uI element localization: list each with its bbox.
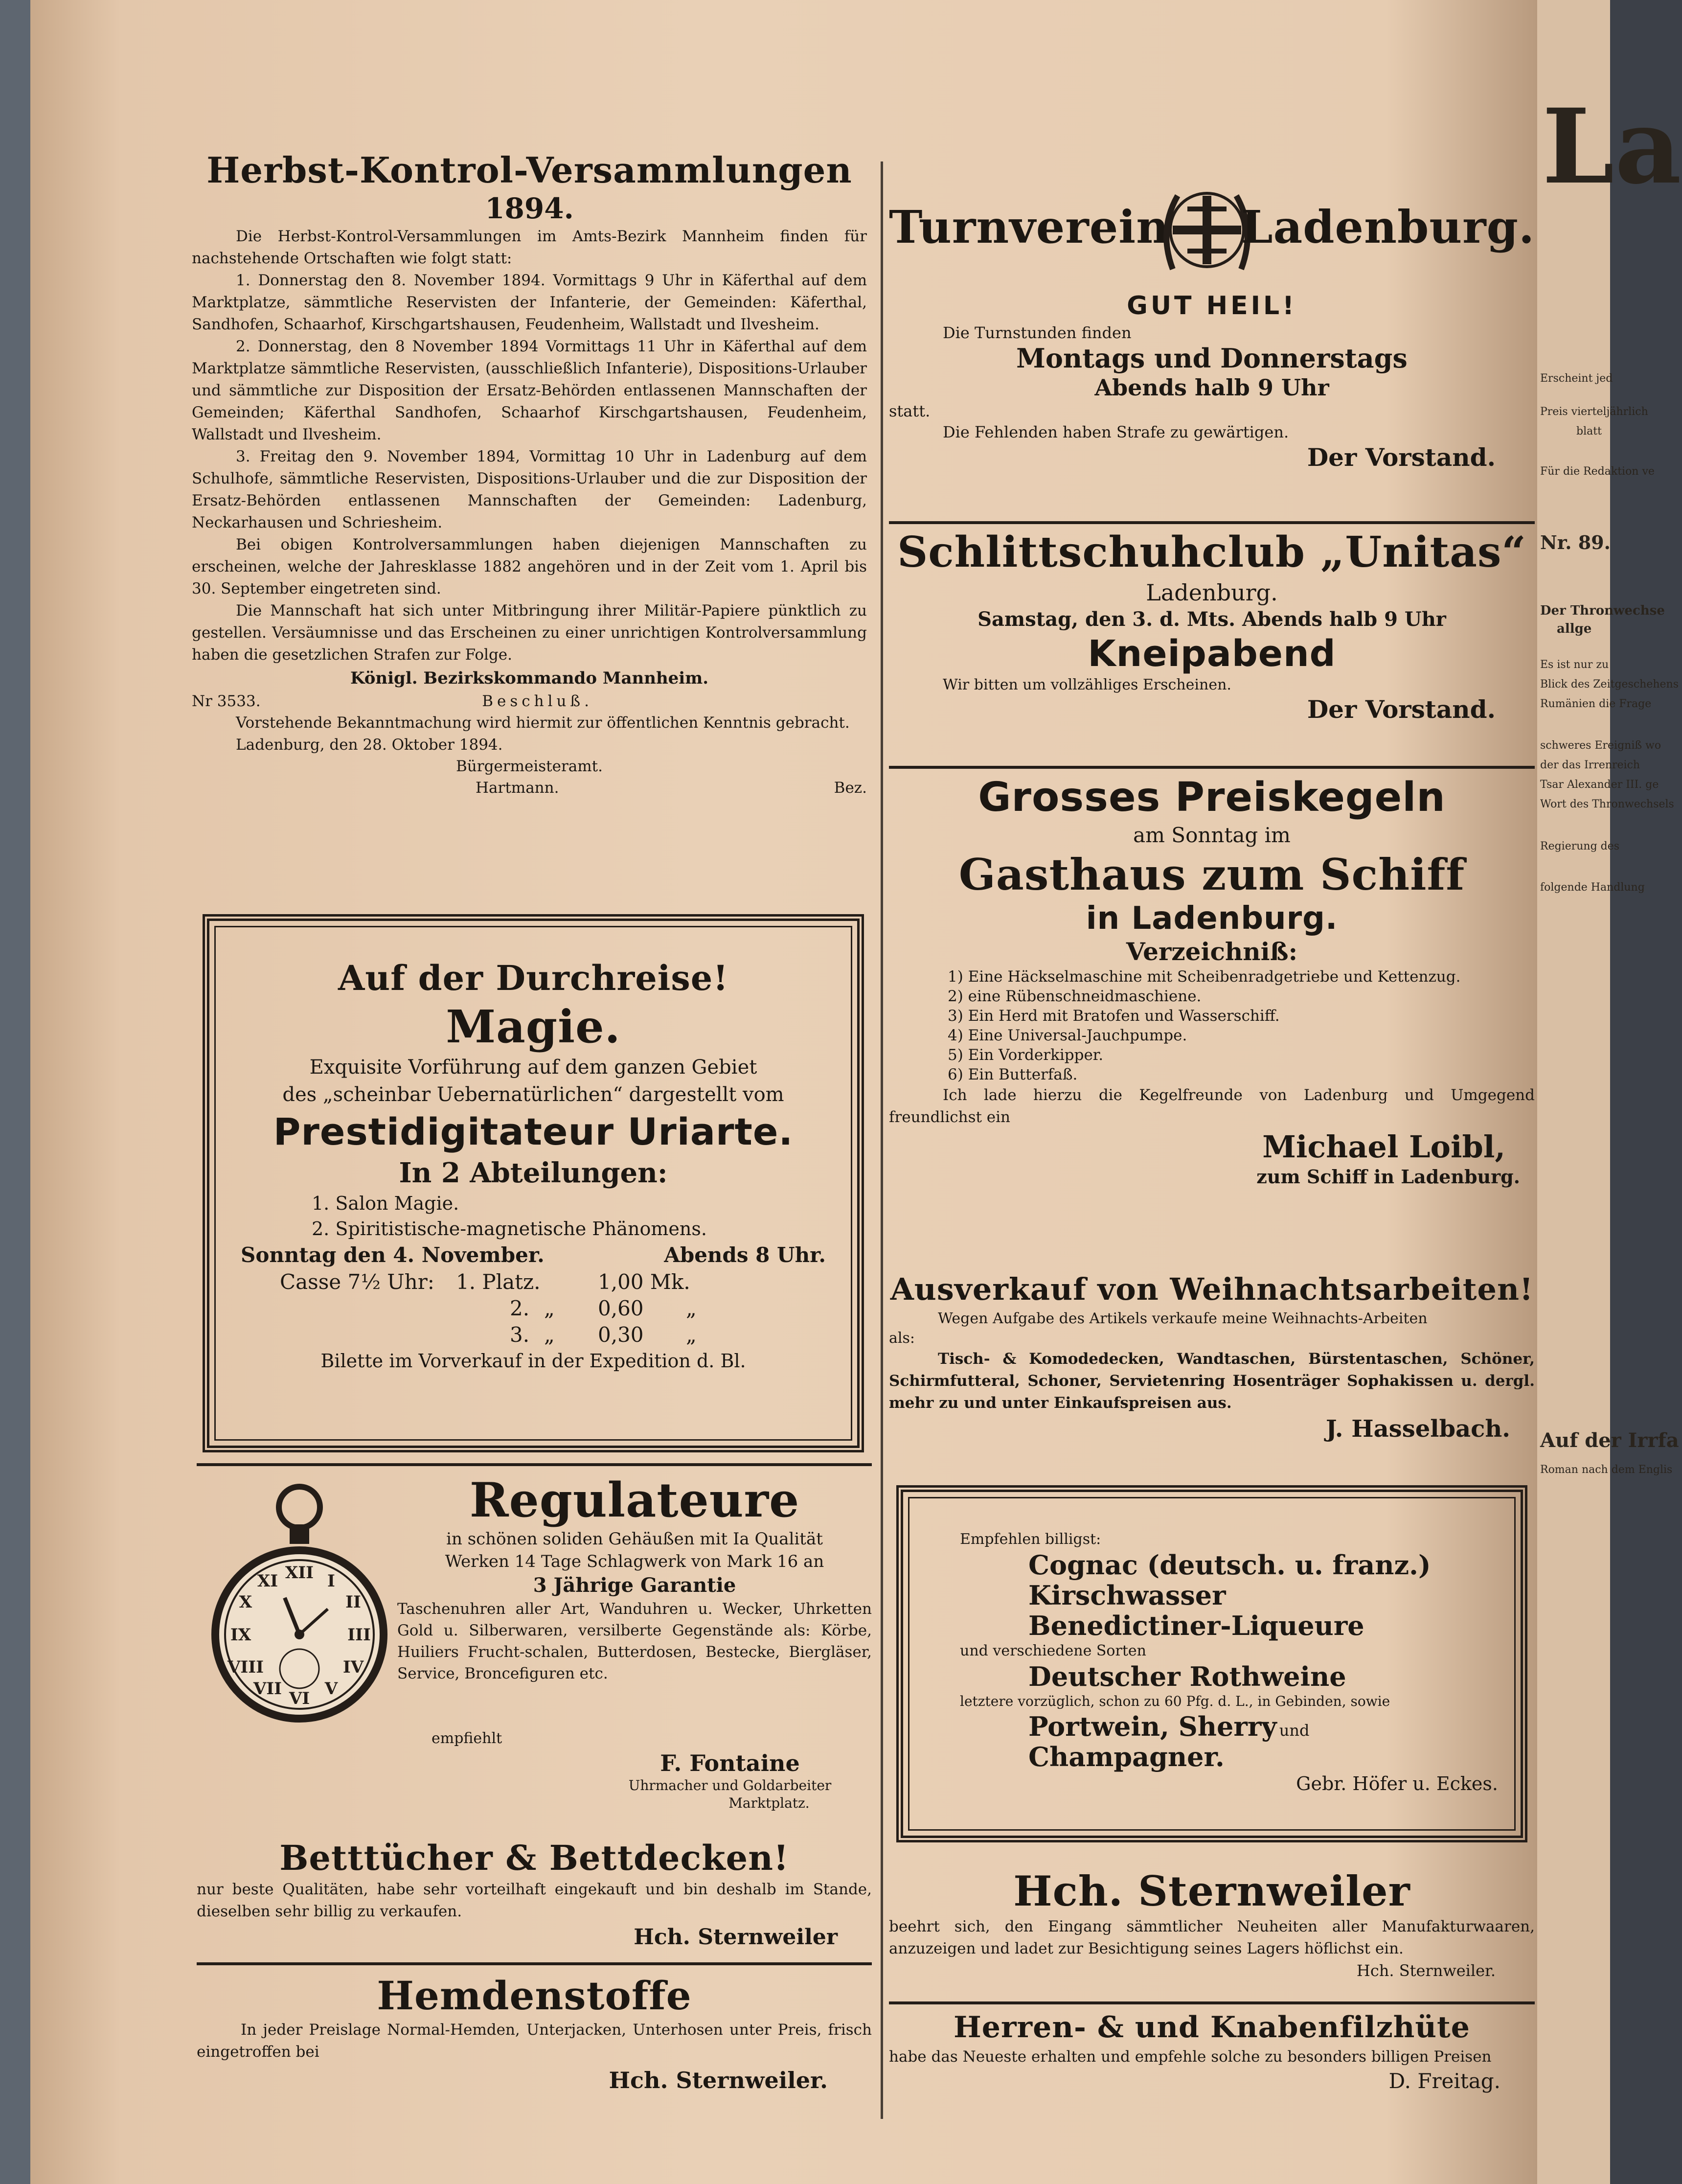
- filzhuete-title: Herren- & und Knabenfilzhüte: [954, 2010, 1470, 2045]
- regulateure-empfiehlt: empfiehlt: [432, 1730, 502, 1747]
- kontrol-p1: 1. Donnerstag den 8. November 1894. Vormittags 9 Uhr in Käferthal auf dem Marktplatze, sämmtliche Reservisten der Infanterie, der Gemeinden: Käferthal, Sandhofen, Schaarhof, Kirschgartshausen, Feudenheim, Wallstadt und Ilvesheim.: [192, 272, 867, 333]
- bett-signature: Hch. Sternweiler: [634, 1925, 838, 1950]
- kontrol-office: Bürgermeisteramt.: [456, 758, 603, 775]
- svg-text:VI: VI: [289, 1689, 310, 1708]
- next-page-line: Wort des Thronwechsels: [1540, 798, 1674, 810]
- magie-performer: Prestidigitateur Uriarte.: [273, 1110, 794, 1153]
- magie-time: Abends 8 Uhr.: [664, 1243, 826, 1267]
- regulateure-l4: Taschenuhren aller Art, Wanduhren u. Wecker, Uhrketten Gold u. Silberwaren, versilberte Gegenstände als: Körbe, Huiliers Frucht-schalen, Butterdosen, Bestecke, Biergläser, Service, Broncefiguren etc.: [397, 1600, 872, 1682]
- sternweiler-body: beehrt sich, den Eingang sämmtlicher Neuheiten aller Manufakturwaaren, anzuzeigen und ladet zur Besichtigung seines Lagers höflichst ein.: [889, 1918, 1535, 1957]
- schlitt-date: Samstag, den 3. d. Mts. Abends halb 9 Uhr: [977, 608, 1446, 631]
- magie-price1: 1,00 Mk.: [598, 1270, 690, 1294]
- wein-l8: Portwein, Sherry: [1028, 1711, 1277, 1742]
- kontrol-official-name: Hartmann.: [476, 779, 559, 797]
- magie-price3: 0,30: [598, 1323, 644, 1347]
- svg-text:XI: XI: [257, 1571, 278, 1591]
- binding-edge: [0, 0, 30, 2184]
- schlitt-line: Wir bitten um vollzähliges Erscheinen.: [943, 676, 1231, 693]
- hemd-signature: Hch. Sternweiler.: [609, 2067, 828, 2093]
- turnverein-l1: Die Turnstunden finden: [943, 323, 1132, 342]
- bett-title: Betttücher & Bettdecken!: [279, 1838, 789, 1878]
- kontrol-p3: 3. Freitag den 9. November 1894, Vormittag 10 Uhr in Ladenburg auf dem Schulhofe, sämmtliche Reservisten, Dispositions-Urlauber und die zur Disposition der Ersatz-Behörden entlassenen Mannschaften der Gemeinden: Ladenburg, Neckarhausen und Schriesheim.: [192, 448, 867, 531]
- turnverein-l4: statt.: [889, 402, 931, 420]
- next-page-line: Erscheint jed: [1540, 372, 1613, 385]
- next-page-line: allge: [1557, 621, 1592, 636]
- svg-text:X: X: [239, 1592, 252, 1612]
- magie-footer: Bilette im Vorverkauf in der Expedition d. Bl.: [320, 1350, 746, 1372]
- svg-text:VIII: VIII: [227, 1657, 264, 1677]
- svg-text:III: III: [347, 1625, 371, 1645]
- next-page-line: Preis vierteljährlich: [1540, 406, 1648, 418]
- divider: [889, 521, 1535, 524]
- filzhuete-signature: D. Freitag.: [1388, 2069, 1500, 2093]
- kegeln-ad: [889, 773, 1535, 1188]
- next-page-line: blatt: [1576, 425, 1602, 437]
- next-page-edge: [1537, 0, 1682, 2184]
- next-page-line: folgende Handlung: [1540, 881, 1645, 894]
- next-masthead: La: [1542, 86, 1682, 207]
- kegeln-venue: Gasthaus zum Schiff: [958, 849, 1465, 900]
- kontrol-nr: Nr 3533.: [192, 692, 261, 710]
- kegeln-title: Grosses Preiskegeln: [978, 774, 1446, 821]
- wein-ad: [916, 1529, 1508, 1795]
- wein-l1: Empfehlen billigst:: [960, 1531, 1101, 1548]
- column-rule: [881, 161, 883, 2119]
- magie-part1: 1. Salon Magie.: [312, 1193, 459, 1214]
- ausverkauf-l3: Tisch- & Komodedecken, Wandtaschen, Bürstentaschen, Schöner, Schirmfutteral, Schoner, Servietenring Hosenträger Sophakissen u. dergl. mehr zu und unter Einkaufspreisen aus.: [889, 1350, 1535, 1412]
- magie-headline: Auf der Durchreise!: [338, 958, 729, 998]
- bett-ad: [197, 1838, 872, 1952]
- kontrol-p6: Vorstehende Bekanntmachung wird hiermit zur öffentlichen Kenntnis gebracht.: [236, 714, 850, 732]
- regulateure-ad: [197, 1473, 872, 1845]
- svg-text:XII: XII: [285, 1563, 314, 1583]
- kontrol-place-date: Ladenburg, den 28. Oktober 1894.: [236, 736, 503, 754]
- next-page-line: Roman nach dem Englis: [1540, 1464, 1673, 1476]
- next-page-line: Tsar Alexander III. ge: [1540, 779, 1659, 791]
- magie-price3-ditto: „: [544, 1323, 555, 1347]
- ausverkauf-l1: Wegen Aufgabe des Artikels verkaufe meine Weihnachts-Arbeiten: [938, 1310, 1428, 1327]
- sternweiler-signature: Hch. Sternweiler.: [1356, 1961, 1496, 1980]
- ausverkauf-title: Ausverkauf von Weihnachtsarbeiten!: [890, 1271, 1534, 1307]
- regulateure-l3: 3 Jährige Garantie: [533, 1574, 736, 1597]
- magie-date: Sonntag den 4. November.: [241, 1243, 545, 1267]
- kontrol-notice: [192, 149, 867, 799]
- divider: [889, 766, 1535, 769]
- wein-l5: und verschiedene Sorten: [960, 1642, 1146, 1659]
- kegeln-invite: Ich lade hierzu die Kegelfreunde von Ladenburg und Umgegend freundlichst ein: [889, 1086, 1535, 1126]
- divider: [197, 1962, 872, 1965]
- next-page-line: Es ist nur zu: [1540, 659, 1609, 671]
- kegeln-list-head: Verzeichniß:: [1126, 937, 1298, 966]
- magie-price1-label: 1. Platz.: [456, 1270, 541, 1294]
- next-page-line: Blick des Zeitgeschehens: [1540, 678, 1679, 690]
- kontrol-p5: Die Mannschaft hat sich unter Mitbringung ihrer Militär-Papiere pünktlich zu gestellen. Versäumnisse und das Erscheinen zu einer unrichtigen Kontrolversammlung haben die gesetzlichen Strafen zur Folge.: [192, 602, 867, 664]
- svg-text:II: II: [345, 1592, 361, 1612]
- wein-signature: Gebr. Höfer u. Eckes.: [1296, 1773, 1498, 1794]
- schlitt-event: Kneipabend: [1088, 633, 1336, 675]
- kegeln-signature-sub: zum Schiff in Ladenburg.: [1256, 1166, 1520, 1188]
- wein-l4: Benedictiner-Liqueure: [1028, 1610, 1364, 1641]
- schlitt-ad: [889, 526, 1535, 724]
- turnverein-l5: Die Fehlenden haben Strafe zu gewärtigen.: [943, 423, 1289, 441]
- filzhuete-ad: [889, 2009, 1535, 2094]
- magie-parts-head: In 2 Abteilungen:: [399, 1157, 668, 1189]
- kegeln-item: 4) Eine Universal-Jauchpumpe.: [948, 1027, 1187, 1044]
- wein-l7: letztere vorzüglich, schon zu 60 Pfg. d. L., in Gebinden, sowie: [960, 1693, 1390, 1709]
- magie-kasse: Casse 7½ Uhr:: [280, 1270, 434, 1294]
- ausverkauf-ad: [889, 1270, 1535, 1444]
- regulateure-trade: Uhrmacher und Goldarbeiter: [628, 1777, 832, 1793]
- next-page-line: Rumänien die Frage: [1540, 698, 1652, 710]
- kegeln-town: in Ladenburg.: [1086, 900, 1338, 937]
- magie-title: Magie.: [446, 1000, 621, 1053]
- turnverein-l3: Abends halb 9 Uhr: [1094, 374, 1329, 401]
- kegeln-signature: Michael Loibl,: [1262, 1129, 1505, 1165]
- sternweiler-ad: [889, 1867, 1535, 1981]
- turnverein-left: Turnverein: [889, 201, 1170, 253]
- magie-part2: 2. Spiritistische-magnetische Phänomens.: [312, 1218, 707, 1240]
- magie-price2-ditto: „: [544, 1296, 555, 1320]
- svg-text:I: I: [327, 1571, 335, 1591]
- divider: [197, 1463, 872, 1466]
- sternweiler-title: Hch. Sternweiler: [1013, 1867, 1410, 1915]
- schlitt-place: Ladenburg.: [1146, 579, 1278, 606]
- kegeln-item: 2) eine Rübenschneidmaschiene.: [948, 988, 1202, 1005]
- wein-l3: Kirschwasser: [1028, 1580, 1226, 1611]
- hemd-ad: [197, 1972, 872, 2097]
- schlitt-signature: Der Vorstand.: [1307, 695, 1496, 724]
- next-page-line: der das Irrenreich: [1540, 759, 1640, 771]
- magie-price3-ditto2: „: [686, 1323, 697, 1347]
- svg-text:VII: VII: [253, 1679, 282, 1699]
- ausverkauf-l2: als:: [889, 1330, 915, 1347]
- next-page-line: schweres Ereigniß wo: [1540, 739, 1661, 752]
- schlitt-title: Schlittschuhclub „Unitas“: [897, 528, 1526, 577]
- pocket-watch-icon: [211, 1478, 387, 1732]
- bett-body: nur beste Qualitäten, habe sehr vorteilhaft eingekauft und bin deshalb im Stande, dieselben sehr billig zu verkaufen.: [197, 1881, 872, 1920]
- kontrol-beschluss: Beschluß.: [482, 692, 593, 710]
- magie-price3-label: 3.: [510, 1323, 530, 1347]
- regulateure-title: Regulateure: [469, 1472, 800, 1528]
- kontrol-intro: Die Herbst-Kontrol-Versammlungen im Amts-Bezirk Mannheim finden für nachstehende Ortschaften wie folgt statt:: [192, 228, 867, 267]
- regulateure-l1: in schönen soliden Gehäußen mit Ia Qualität: [446, 1529, 823, 1549]
- magie-price2-label: 2.: [510, 1296, 530, 1320]
- magie-price2-ditto2: „: [686, 1296, 697, 1320]
- kegeln-item: 1) Eine Häckselmaschine mit Scheibenradgetriebe und Kettenzug.: [948, 968, 1461, 986]
- kontrol-year: 1894.: [485, 192, 574, 225]
- magie-line2: des „scheinbar Uebernatürlichen“ dargestellt vom: [282, 1083, 784, 1106]
- turnverein-l2: Montags und Donnerstags: [1016, 343, 1408, 374]
- hemd-title: Hemdenstoffe: [377, 1973, 692, 2019]
- regulateure-l2: Werken 14 Tage Schlagwerk von Mark 16 an: [445, 1552, 824, 1571]
- regulateure-name: F. Fontaine: [660, 1750, 800, 1776]
- kegeln-item: 5) Ein Vorderkipper.: [948, 1046, 1104, 1064]
- next-page-line: Der Thronwechse: [1540, 603, 1665, 618]
- svg-text:V: V: [324, 1679, 338, 1699]
- wein-l2: Cognac (deutsch. u. franz.): [1028, 1549, 1431, 1581]
- magie-price2: 0,60: [598, 1296, 644, 1320]
- regulateure-place: Marktplatz.: [728, 1795, 810, 1811]
- svg-text:IX: IX: [230, 1625, 251, 1645]
- kontrol-title: Herbst-Kontrol-Versammlungen: [206, 149, 852, 191]
- newspaper-page: [30, 0, 1537, 2184]
- turnverein-right: Ladenburg.: [1241, 201, 1535, 253]
- magie-ad: [226, 957, 841, 1374]
- next-page-line: Auf der Irrfa: [1540, 1429, 1679, 1452]
- kontrol-abbr: Bez.: [834, 779, 867, 797]
- kegeln-item: 6) Ein Butterfaß.: [948, 1066, 1078, 1083]
- kontrol-p2: 2. Donnerstag, den 8 November 1894 Vormittags 11 Uhr in Käferthal auf dem Marktplatze sämmtliche Reservisten, (ausschließlich Infanterie), Dispositions-Urlauber und sämmtliche zur Disposition der Ersatz-Behörden entlassenen Mannschaften der Gemeinden; Käferthal Sandhofen, Schaarhof Kirschgartshausen, Feudenheim, Wallstadt und Ilvesheim.: [192, 338, 867, 443]
- svg-text:IV: IV: [342, 1657, 364, 1677]
- turnverein-signature: Der Vorstand.: [1307, 443, 1496, 472]
- next-page-line: Nr. 89.: [1540, 531, 1611, 553]
- wein-l8b: und: [1279, 1721, 1310, 1740]
- wein-l6: Deutscher Rothweine: [1028, 1661, 1346, 1692]
- magie-line1: Exquisite Vorführung auf dem ganzen Gebiet: [309, 1056, 757, 1079]
- next-page-line: Für die Redaktion ve: [1540, 465, 1655, 478]
- kegeln-item: 3) Ein Herd mit Bratofen und Wasserschiff.: [948, 1007, 1280, 1025]
- turnverein-ad: [889, 171, 1535, 472]
- kontrol-signature: Königl. Bezirkskommando Mannheim.: [350, 668, 709, 688]
- next-page-line: Regierung des: [1540, 840, 1620, 852]
- turnverein-heil: GUT HEIL!: [1127, 291, 1297, 321]
- ausverkauf-signature: J. Hasselbach.: [1325, 1415, 1510, 1443]
- kontrol-p4: Bei obigen Kontrolversammlungen haben diejenigen Mannschaften zu erscheinen, welche der Jahresklasse 1882 angehören und in der Zeit vom 1. April bis 30. September eingetreten sind.: [192, 536, 867, 598]
- divider: [889, 2001, 1535, 2004]
- hemd-body: In jeder Preislage Normal-Hemden, Unterjacken, Unterhosen unter Preis, frisch eingetroffen bei: [197, 2021, 872, 2061]
- filzhuete-body: habe das Neueste erhalten und empfehle solche zu besonders billigen Preisen: [889, 2048, 1492, 2066]
- kegeln-sub: am Sonntag im: [1133, 823, 1291, 847]
- wein-l9: Champagner.: [1028, 1741, 1225, 1772]
